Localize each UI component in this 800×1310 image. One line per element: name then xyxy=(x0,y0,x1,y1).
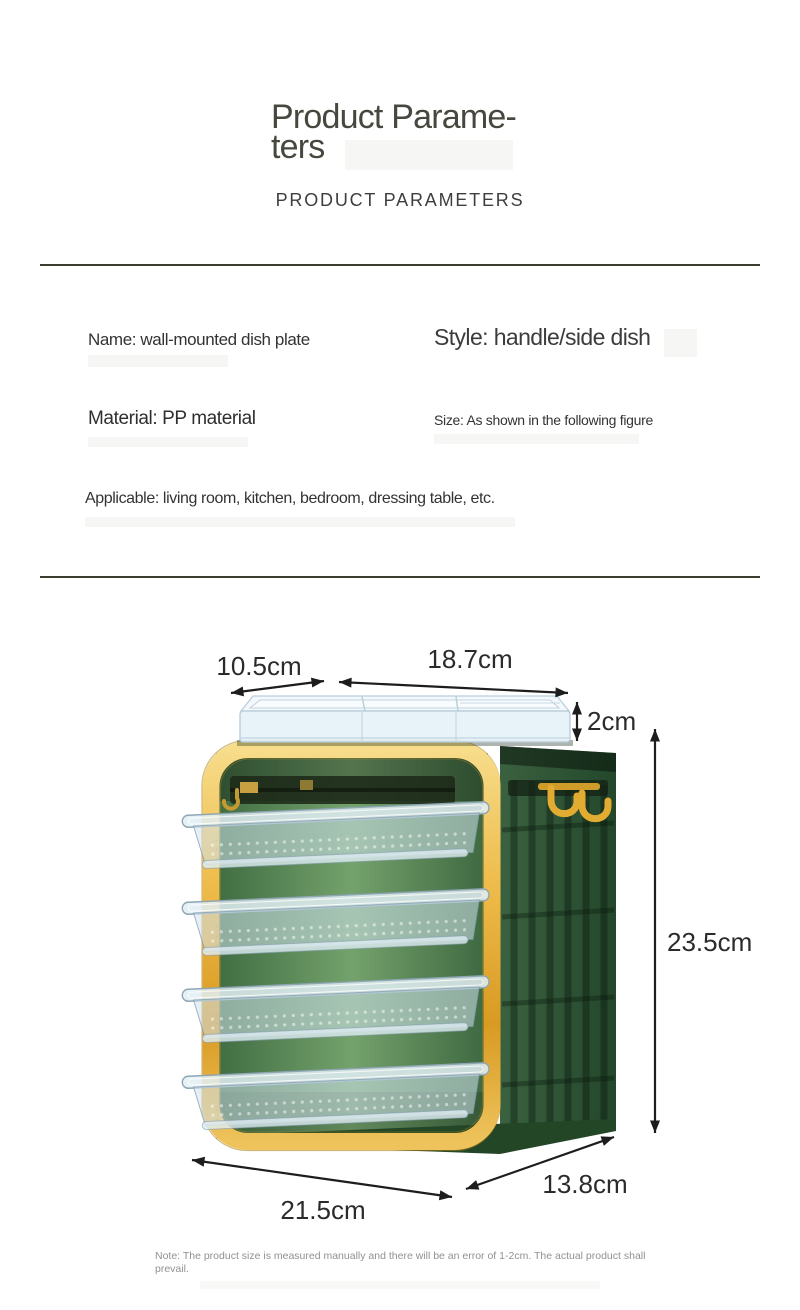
dim-label-body-width: 21.5cm xyxy=(280,1195,366,1225)
product-dimension-figure xyxy=(0,630,800,1250)
text-remnant-artifact xyxy=(88,437,248,447)
dim-arrow-top-width xyxy=(339,682,454,688)
dim-arrow-top-depth xyxy=(231,687,278,693)
page-title xyxy=(271,98,551,166)
bracket-screw xyxy=(240,782,258,793)
divider-bottom xyxy=(40,576,760,578)
dim-label-top-width: 18.7cm xyxy=(427,644,513,674)
spec-style: Style: handle/side dish xyxy=(434,324,651,350)
divider-top xyxy=(40,264,760,266)
dim-label-body-height: 23.5cm xyxy=(667,927,753,957)
page-title-line2: ters xyxy=(271,128,325,166)
spec-name: Name: wall-mounted dish plate xyxy=(88,330,310,349)
top-organizer-tray xyxy=(237,696,573,746)
bracket-screw xyxy=(300,780,313,790)
dim-label-body-depth: 13.8cm xyxy=(542,1169,628,1199)
dim-label-top-depth: 10.5cm xyxy=(216,651,302,681)
page-subtitle: PRODUCT PARAMETERS xyxy=(275,190,525,210)
dim-arrow-body-width xyxy=(192,1160,322,1179)
text-remnant-artifact xyxy=(434,434,639,444)
spec-material: Material: PP material xyxy=(88,408,256,429)
spec-size: Size: As shown in the following figure xyxy=(434,412,653,428)
side-panel xyxy=(500,746,616,1148)
bracket-rail xyxy=(230,788,455,792)
text-remnant-artifact xyxy=(85,517,515,527)
text-remnant-artifact xyxy=(664,329,697,357)
dim-label-tray-height: 2cm xyxy=(587,706,637,736)
measurement-note: Note: The product size is measured manually and there will be an error of 1-2cm. The actual product shall prevail. xyxy=(155,1250,646,1275)
dim-arrow-body-depth xyxy=(466,1163,540,1189)
dim-arrow-top-depth xyxy=(278,681,325,687)
text-remnant-artifact xyxy=(88,355,228,367)
text-remnant-artifact xyxy=(200,1281,600,1289)
dim-arrow-top-width xyxy=(454,688,569,694)
spec-applicable: Applicable: living room, kitchen, bedroom, dressing table, etc. xyxy=(85,490,495,507)
page-title-line1: Product Parame- xyxy=(271,98,516,136)
